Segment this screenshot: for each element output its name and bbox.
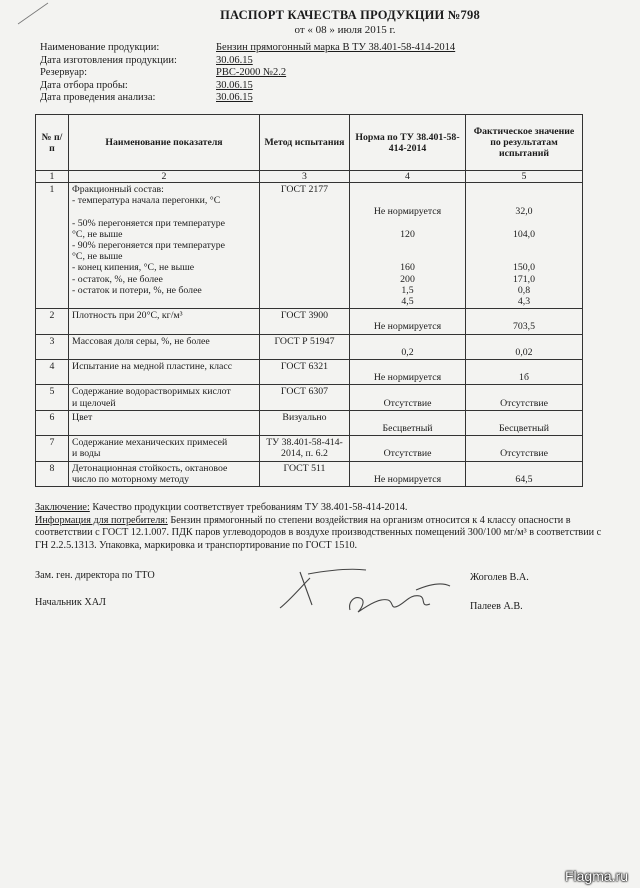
consumer-info-label: Информация для потребителя: — [35, 514, 168, 526]
info-row — [40, 67, 455, 80]
indicator-name-line — [72, 206, 256, 217]
fact-value-line: 171,0 — [512, 273, 536, 285]
header-fact: Фактическое значение по результатам испытаний — [466, 115, 583, 171]
test-method: ГОСТ 511 — [260, 461, 350, 486]
norm-value-line: 1,5 — [401, 284, 414, 296]
info-label: Резервуар: — [40, 67, 88, 78]
handwritten-signatures — [270, 560, 470, 630]
consumer-info — [35, 515, 605, 553]
fact-value-line — [469, 240, 579, 251]
norm-value-line — [353, 240, 462, 251]
column-number: 1 — [36, 171, 69, 183]
fact-value-line — [469, 437, 579, 448]
info-value: 30.06.15 — [216, 54, 253, 66]
info-value: Бензин прямогонный марка В ТУ 38.401-58-414-2014 — [216, 42, 456, 53]
indicator-name-line: - остаток, %, не более — [72, 273, 163, 285]
row-number: 5 — [36, 385, 69, 410]
column-number: 5 — [466, 171, 583, 183]
conclusion-text: Качество продукции соответствует требованиям ТУ 38.401-58-414-2014. — [89, 502, 408, 513]
indicator-name-line: Детонационная стойкость, октановое — [72, 462, 228, 474]
norm-value-line: Отсутствие — [383, 397, 432, 409]
indicator-name-line: и щелочей — [72, 397, 116, 409]
fact-value — [466, 334, 583, 359]
indicator-name — [69, 385, 260, 410]
fact-value — [466, 461, 583, 486]
norm-value — [350, 461, 466, 486]
indicator-name — [69, 436, 260, 461]
fact-value-line — [469, 218, 579, 229]
norm-value-line — [353, 195, 462, 206]
test-method: ГОСТ 6307 — [260, 385, 350, 410]
document-title: ПАСПОРТ КАЧЕСТВА ПРОДУКЦИИ №798 — [220, 8, 480, 22]
fact-value — [466, 385, 583, 410]
fact-value-line — [469, 361, 579, 372]
table-row — [36, 436, 583, 461]
norm-value-line — [353, 251, 462, 262]
column-number: 2 — [69, 171, 260, 183]
fact-value-line: 4,3 — [517, 295, 531, 307]
row-number: 6 — [36, 410, 69, 435]
fact-value-line: Бесцветный — [498, 422, 550, 434]
norm-value-line — [353, 463, 462, 474]
norm-value-line: Не нормируется — [373, 473, 442, 485]
fact-value-line: Отсутствие — [500, 397, 548, 409]
indicator-name-line: - 50% перегоняется при температуре — [72, 217, 225, 229]
indicator-name — [69, 183, 260, 309]
norm-value-line — [353, 386, 462, 397]
norm-value-line — [353, 412, 462, 423]
test-method: Визуально — [260, 410, 350, 435]
fact-value-line: 64,5 — [515, 473, 533, 485]
fact-value-line — [469, 195, 579, 206]
fact-value-line: 1б — [519, 372, 529, 384]
table-row — [36, 183, 583, 309]
fact-value-line — [469, 251, 579, 262]
fact-value-line: 0,8 — [517, 284, 531, 296]
info-row — [40, 92, 455, 105]
table-header-row — [36, 115, 583, 171]
info-value: 30.06.15 — [216, 92, 253, 103]
indicator-name-line: °С, не выше — [72, 251, 123, 263]
fact-value-line: 703,5 — [512, 321, 536, 333]
indicator-name-line: Содержание водорастворимых кислот — [72, 386, 231, 398]
row-number: 3 — [36, 334, 69, 359]
header-name: Наименование показателя — [69, 115, 260, 171]
info-label: Наименование продукции: — [40, 42, 160, 53]
fact-value-line: 32,0 — [515, 206, 533, 218]
signature-name: Жоголев В.А. — [470, 572, 529, 583]
test-method: ГОСТ 6321 — [260, 359, 350, 384]
indicator-name-line: - температура начала перегонки, °С — [72, 195, 221, 207]
fact-value-line — [469, 463, 579, 474]
table-row — [36, 385, 583, 410]
signature-position: Начальник ХАЛ — [35, 597, 106, 608]
norm-value-line — [353, 184, 462, 195]
fact-value-line: 0,02 — [515, 346, 533, 358]
norm-value-line: Не нормируется — [373, 321, 442, 333]
norm-value-line — [353, 437, 462, 448]
indicator-name-line: °С, не выше — [72, 228, 123, 240]
test-method: ГОСТ Р 51947 — [260, 334, 350, 359]
norm-value — [350, 183, 466, 309]
norm-value-line — [353, 310, 462, 321]
norm-value — [350, 385, 466, 410]
watermark: Flagma.ru — [564, 868, 628, 884]
document-date: от « 08 » июля 2015 г. — [294, 24, 396, 36]
norm-value-line: Не нормируется — [373, 372, 442, 384]
fact-value — [466, 410, 583, 435]
row-number: 2 — [36, 309, 69, 334]
indicator-name — [69, 461, 260, 486]
norm-value-line — [353, 361, 462, 372]
norm-value-line: Отсутствие — [383, 448, 432, 460]
indicator-name-line: число по моторному методу — [72, 473, 189, 485]
norm-value-line: 200 — [400, 273, 415, 285]
norm-value — [350, 410, 466, 435]
table-row — [36, 461, 583, 486]
table-row — [36, 359, 583, 384]
signature-name: Палеев А.В. — [470, 601, 523, 612]
fact-value-line: 104,0 — [512, 228, 536, 240]
fact-value — [466, 309, 583, 334]
norm-value-line: 4,5 — [401, 295, 414, 307]
table-row — [36, 410, 583, 435]
norm-value-line: Не нормируется — [373, 206, 442, 218]
test-method: ТУ 38.401-58-414-2014, п. 6.2 — [260, 436, 350, 461]
indicator-name-line: - 90% перегоняется при температуре — [72, 240, 225, 251]
norm-value — [350, 359, 466, 384]
indicator-name — [69, 334, 260, 359]
info-label: Дата проведения анализа: — [40, 92, 156, 103]
indicator-name-line: Плотность при 20°С, кг/м³ — [72, 310, 183, 322]
info-row — [40, 42, 455, 55]
fact-value — [466, 359, 583, 384]
norm-value — [350, 334, 466, 359]
info-value: 30.06.15 — [216, 79, 253, 91]
indicator-name-line: и воды — [72, 448, 101, 460]
norm-value-line — [353, 336, 462, 347]
row-number: 8 — [36, 461, 69, 486]
indicator-name-line: - конец кипения, °С, не выше — [72, 262, 195, 274]
info-value: РВС-2000 №2.2 — [216, 67, 287, 78]
indicator-name-line: Испытание на медной пластине, класс — [72, 360, 233, 372]
conclusion — [35, 502, 605, 515]
header-norm: Норма по ТУ 38.401-58-414-2014 — [350, 115, 466, 171]
header-num: № п/п — [36, 115, 69, 171]
test-method: ГОСТ 2177 — [260, 183, 350, 309]
indicator-name — [69, 410, 260, 435]
table-row — [36, 309, 583, 334]
conclusion-label: Заключение: — [35, 502, 90, 513]
signature-position: Зам. ген. директора по ТТО — [35, 570, 155, 581]
info-row — [40, 55, 455, 68]
fact-value-line: 150,0 — [512, 262, 536, 274]
fact-value — [466, 183, 583, 309]
fact-value — [466, 436, 583, 461]
row-number: 4 — [36, 359, 69, 384]
indicator-name-line: - остаток и потери, %, не более — [72, 284, 202, 296]
column-number: 3 — [260, 171, 350, 183]
consumer-info-text: Бензин прямогонный по степени воздействия на организм относится к 4 классу опасности в соответствии с ГОСТ 12.1.007. ПДК паров углеводородов в воздухе производственных помещений 300/100 мг/м³ в соответствии с ГН 2.2.5.1313. Упаковка, маркировка и транспортирование по ГОСТ 1510. — [35, 514, 602, 551]
info-label: Дата отбора пробы: — [40, 79, 128, 91]
indicator-name — [69, 359, 260, 384]
column-number: 4 — [350, 171, 466, 183]
norm-value-line — [353, 218, 462, 229]
fact-value-line — [469, 412, 579, 423]
indicator-name — [69, 309, 260, 334]
norm-value — [350, 309, 466, 334]
row-number: 7 — [36, 436, 69, 461]
norm-value-line: 120 — [400, 228, 415, 240]
fact-value-line: Отсутствие — [500, 448, 548, 460]
info-row — [40, 80, 455, 93]
info-label: Дата изготовления продукции: — [40, 54, 177, 66]
column-number-row — [36, 171, 583, 183]
norm-value — [350, 436, 466, 461]
indicator-name-line: Цвет — [72, 411, 93, 423]
product-info — [40, 42, 455, 105]
norm-value-line: 0,2 — [401, 346, 414, 358]
indicator-name-line: Массовая доля серы, %, не более — [72, 335, 210, 347]
fact-value-line — [469, 184, 579, 195]
indicator-name-line: Содержание механических примесей — [72, 437, 228, 449]
fact-value-line — [469, 336, 579, 347]
indicator-name-line: Фракционный состав: — [72, 184, 164, 195]
norm-value-line: 160 — [400, 262, 415, 274]
table-row — [36, 334, 583, 359]
header-method: Метод испытания — [260, 115, 350, 171]
norm-value-line: Бесцветный — [382, 422, 433, 434]
quality-table — [35, 114, 583, 487]
test-method: ГОСТ 3900 — [260, 309, 350, 334]
row-number: 1 — [36, 183, 69, 309]
conclusion-block — [35, 502, 605, 552]
fact-value-line — [469, 310, 579, 321]
fact-value-line — [469, 386, 579, 397]
